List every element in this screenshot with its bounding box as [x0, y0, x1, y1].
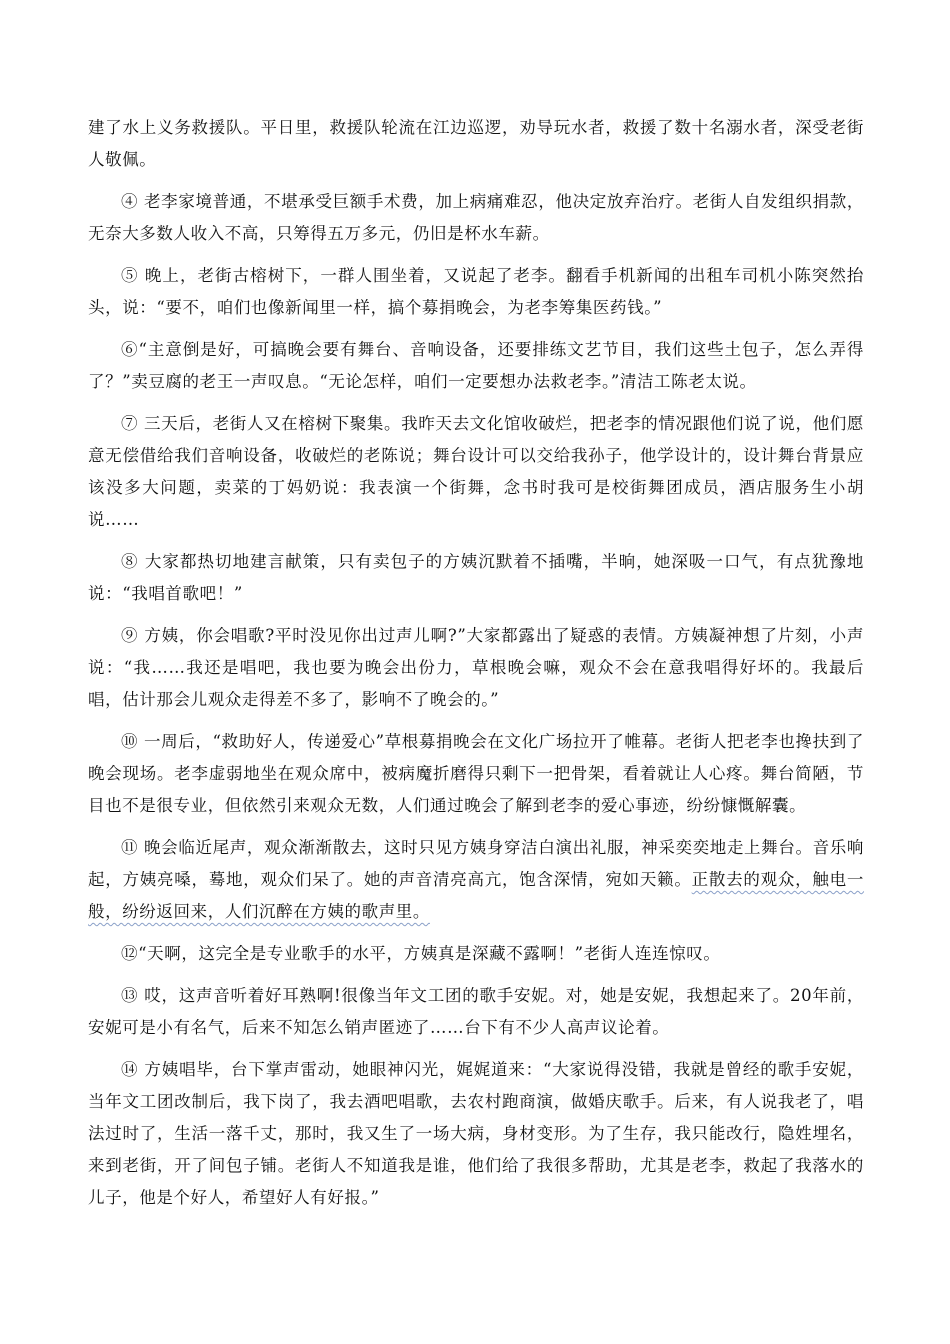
- paragraph-5: ⑤ 晚上，老街古榕树下，一群人围坐着，又说起了老李。翻看手机新闻的出租车司机小陈突然抬头，说：“要不，咱们也像新闻里一样，搞个募捐晚会，为老李筹集医药钱。”: [88, 266, 864, 317]
- document-page: [88, 112, 864, 1224]
- paragraph-14: ⑭ 方姨唱毕，台下掌声雷动，她眼神闪光，娓娓道来：“大家说得没错，我就是曾经的歌手安妮，当年文工团改制后，我下岗了，我去酒吧唱歌，去农村跑商演，做婚庆歌手。后来，有人说我老了，唱法过时了，生活一落千丈，那时，我又生了一场大病，身材变形。为了生存，我只能改行，隐姓埋名，来到老街，开了间包子铺。老街人不知道我是谁，他们给了我很多帮助，尤其是老李，救起了我落水的儿子，他是个好人，希望好人有好报。”: [88, 1060, 864, 1207]
- paragraph-10: ⑩ 一周后，“救助好人，传递爱心”草根募捐晚会在文化广场拉开了帷幕。老街人把老李也搀扶到了晚会现场。老李虚弱地坐在观众席中，被病魔折磨得只剩下一把骨架，看着就让人心疼。舞台简陋，节目也不是很专业，但依然引来观众无数，人们通过晚会了解到老李的爱心事迹，纷纷慷慨解囊。: [88, 732, 864, 815]
- paragraph-12: ⑫“天啊，这完全是专业歌手的水平，方姨真是深藏不露啊！”老街人连连惊叹。: [121, 944, 721, 963]
- paragraph-11: [88, 832, 864, 928]
- paragraph-9: ⑨ 方姨，你会唱歌?平时没见你出过声儿啊?”大家都露出了疑惑的表情。方姨凝神想了片刻，小声说：“我……我还是唱吧，我也要为晚会出份力，草根晚会嘛，观众不会在意我唱得好坏的。我最后唱，估计那会儿观众走得差不多了，影响不了晚会的。”: [88, 626, 864, 709]
- paragraph-continuation: 建了水上义务救援队。平日里，救援队轮流在江边巡逻，劝导玩水者，救援了数十名溺水者，深受老街人敬佩。: [88, 118, 864, 169]
- paragraph-11-text: ⑪ 晚会临近尾声，观众渐渐散去，这时只见方姨身穿洁白演出礼服，神采奕奕地走上舞台。音乐响起，方姨亮嗓，蓦地，观众们呆了。她的声音清亮高亢，饱含深情，宛如天籁。: [88, 838, 864, 889]
- paragraph-13: ⑬ 哎，这声音听着好耳熟啊!很像当年文工团的歌手安妮。对，她是安妮，我想起来了。20年前，安妮可是小有名气，后来不知怎么销声匿迹了……台下有不少人高声议论着。: [88, 986, 864, 1037]
- paragraph-4: ④ 老李家境普通，不堪承受巨额手术费，加上病痛难忍，他决定放弃治疗。老街人自发组织捐款，无奈大多数人收入不高，只筹得五万多元，仍旧是杯水车薪。: [88, 192, 864, 243]
- paragraph-6: ⑥“主意倒是好，可搞晚会要有舞台、音响设备，还要排练文艺节目，我们这些土包子，怎么弄得了？”卖豆腐的老王一声叹息。“无论怎样，咱们一定要想办法救老李。”清洁工陈老太说。: [88, 340, 864, 391]
- paragraph-7: ⑦ 三天后，老街人又在榕树下聚集。我昨天去文化馆收破烂，把老李的情况跟他们说了说，他们愿意无偿借给我们音响设备，收破烂的老陈说；舞台设计可以交给我孙子，他学设计的，设计舞台背景应该没多大问题，卖菜的丁妈奶说：我表演一个街舞，念书时我可是校街舞团成员，酒店服务生小胡说……: [88, 414, 864, 529]
- paragraph-8: ⑧ 大家都热切地建言献策，只有卖包子的方姨沉默着不插嘴，半晌，她深吸一口气，有点犹豫地说：“我唱首歌吧！”: [88, 552, 864, 603]
- wavy-underlined-sentence: 正散去的观众，触电一般，纷纷返回来，人们沉醉在方姨的歌声里。: [88, 870, 865, 921]
